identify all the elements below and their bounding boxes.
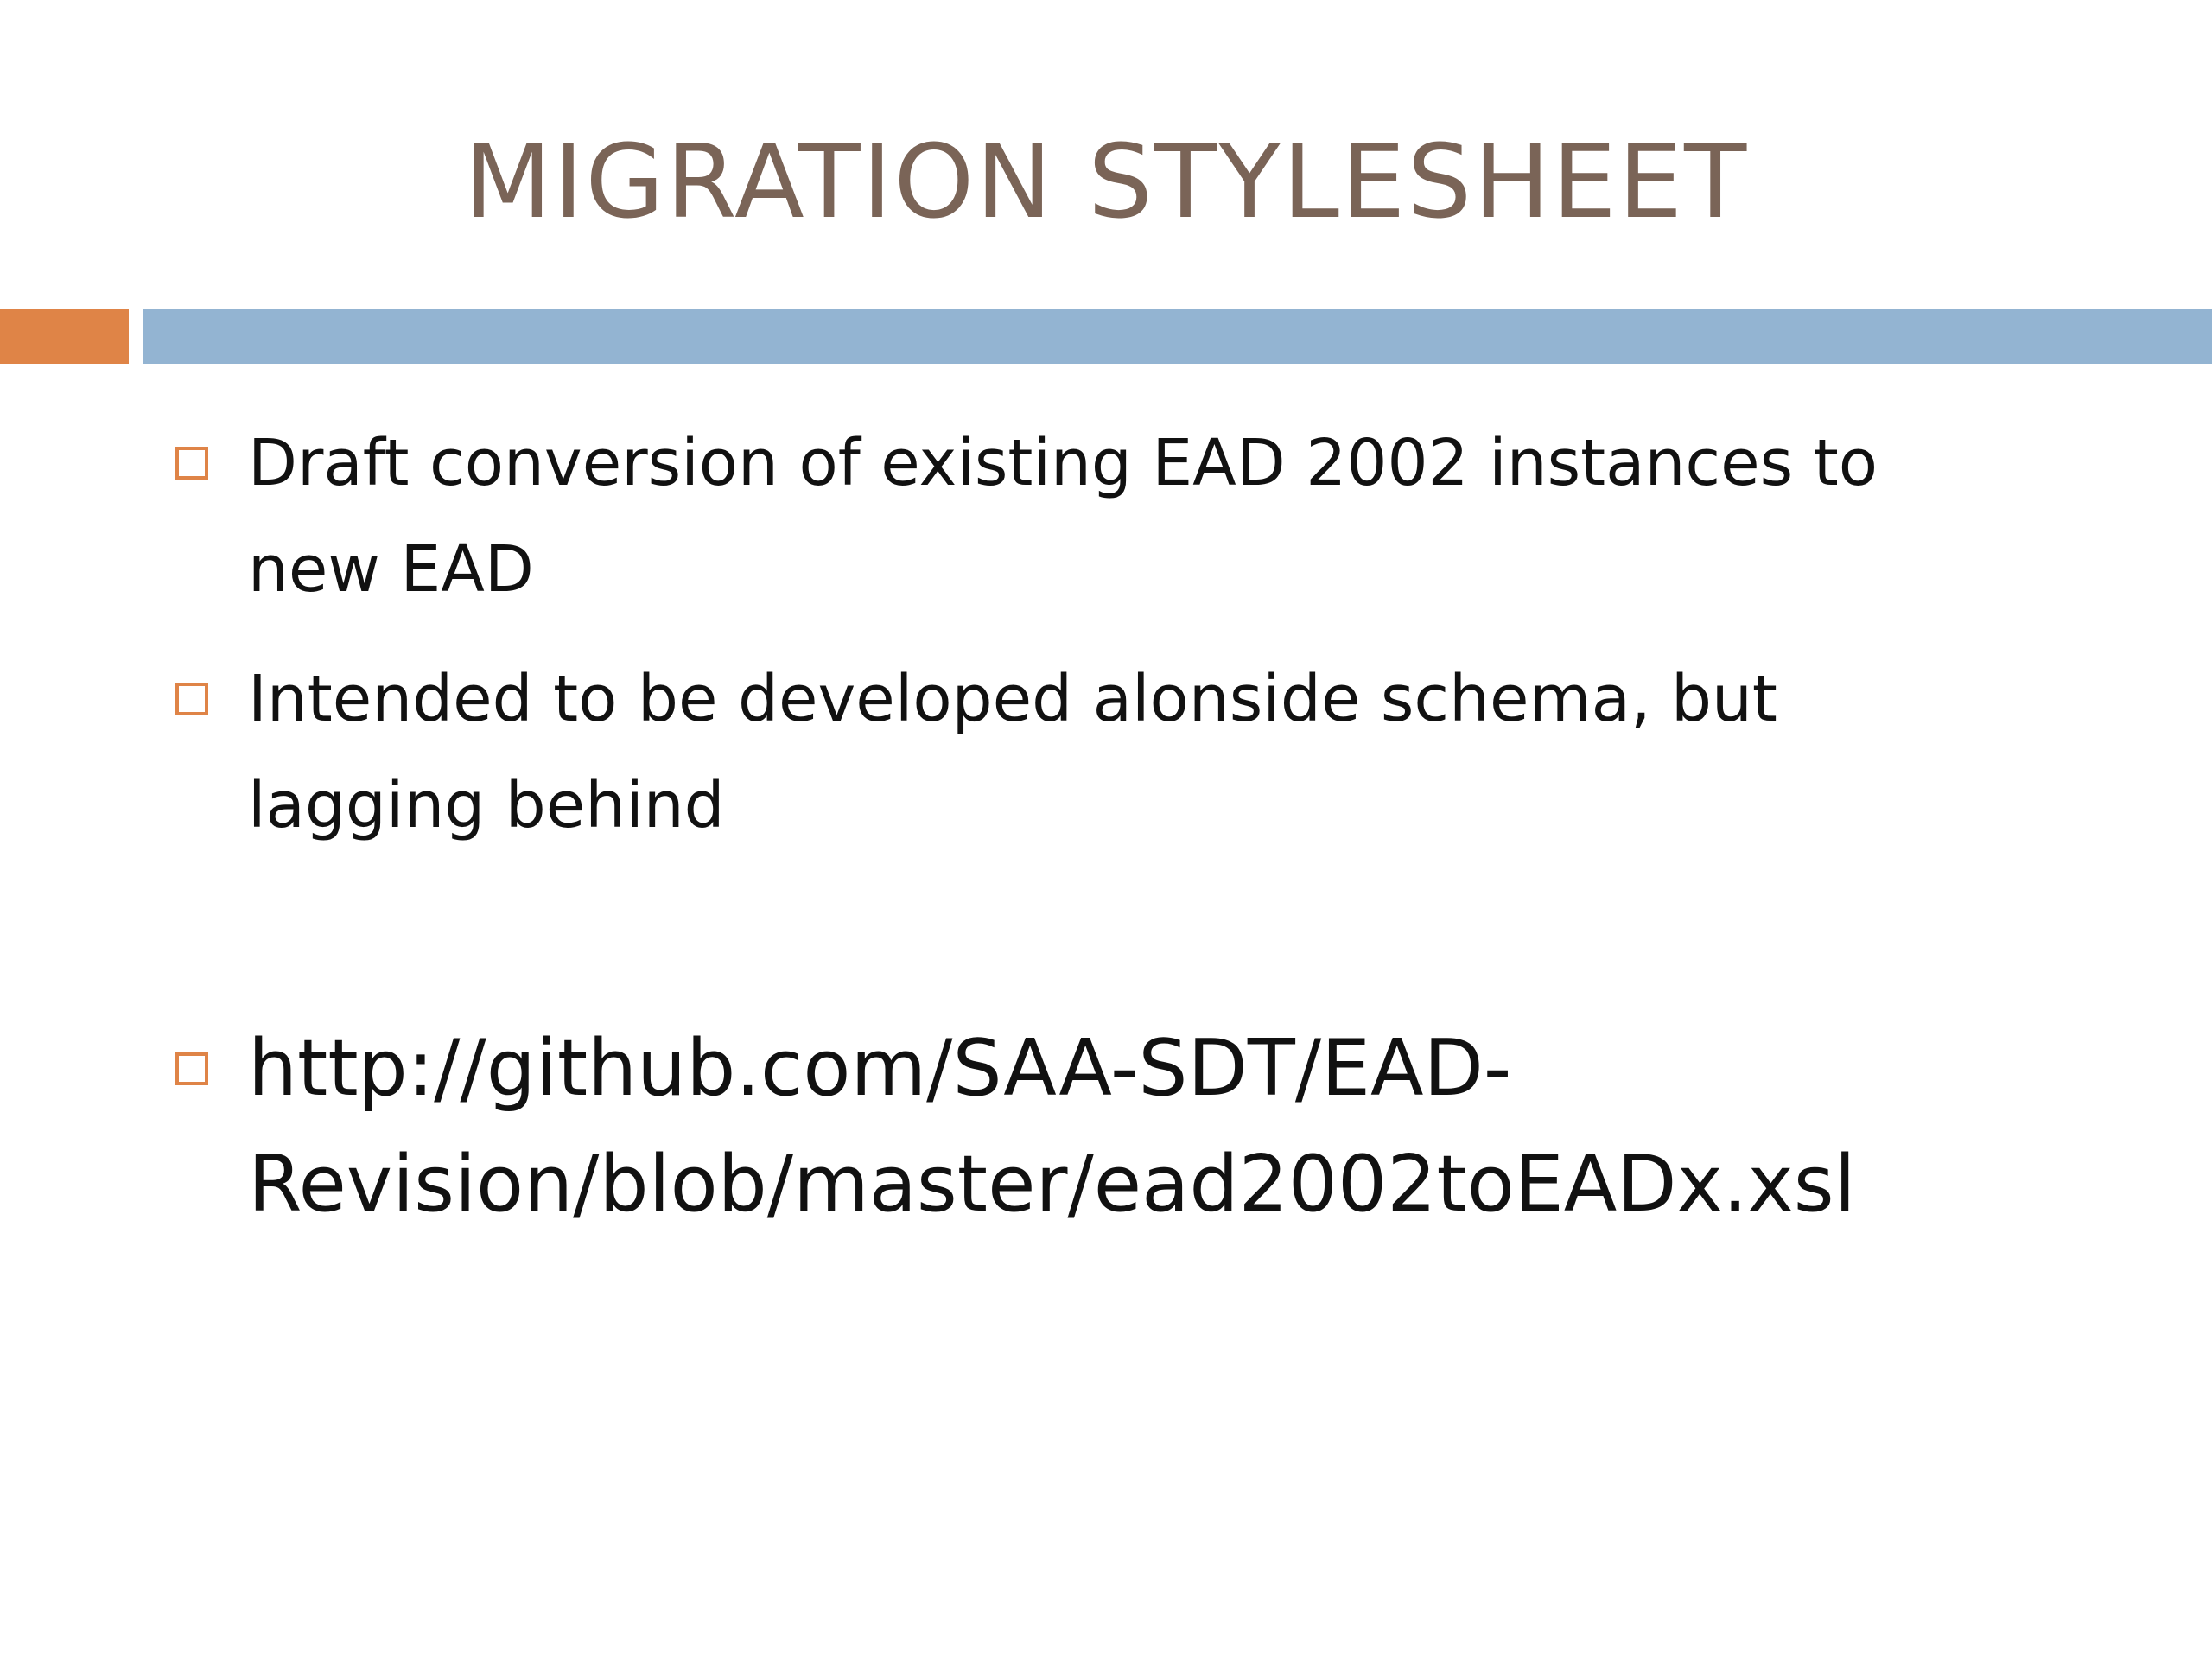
bullet-text — [248, 646, 2063, 859]
hollow-square-bullet-icon — [175, 447, 208, 480]
bullet-text — [248, 410, 2063, 623]
slide-title: MIGRATION STYLESHEET — [463, 122, 1749, 241]
bullet-text-link[interactable] — [248, 1011, 2063, 1243]
hollow-square-bullet-icon — [175, 683, 208, 715]
bullet-link-line-2[interactable]: Revision/blob/master/ead2002toEADx.xsl — [248, 1139, 1856, 1230]
bullet-link-line-1[interactable]: http://github.com/SAA-SDT/EAD- — [248, 1023, 1512, 1114]
bullet-line-1: Draft conversion of existing EAD 2002 instances to — [248, 426, 1878, 500]
bullet-line-2: new EAD — [248, 532, 534, 607]
hollow-square-bullet-icon — [175, 1052, 208, 1085]
bullet-line-2: lagging behind — [248, 768, 725, 842]
bullet-line-1: Intended to be developed alonside schema, but — [248, 662, 1777, 736]
